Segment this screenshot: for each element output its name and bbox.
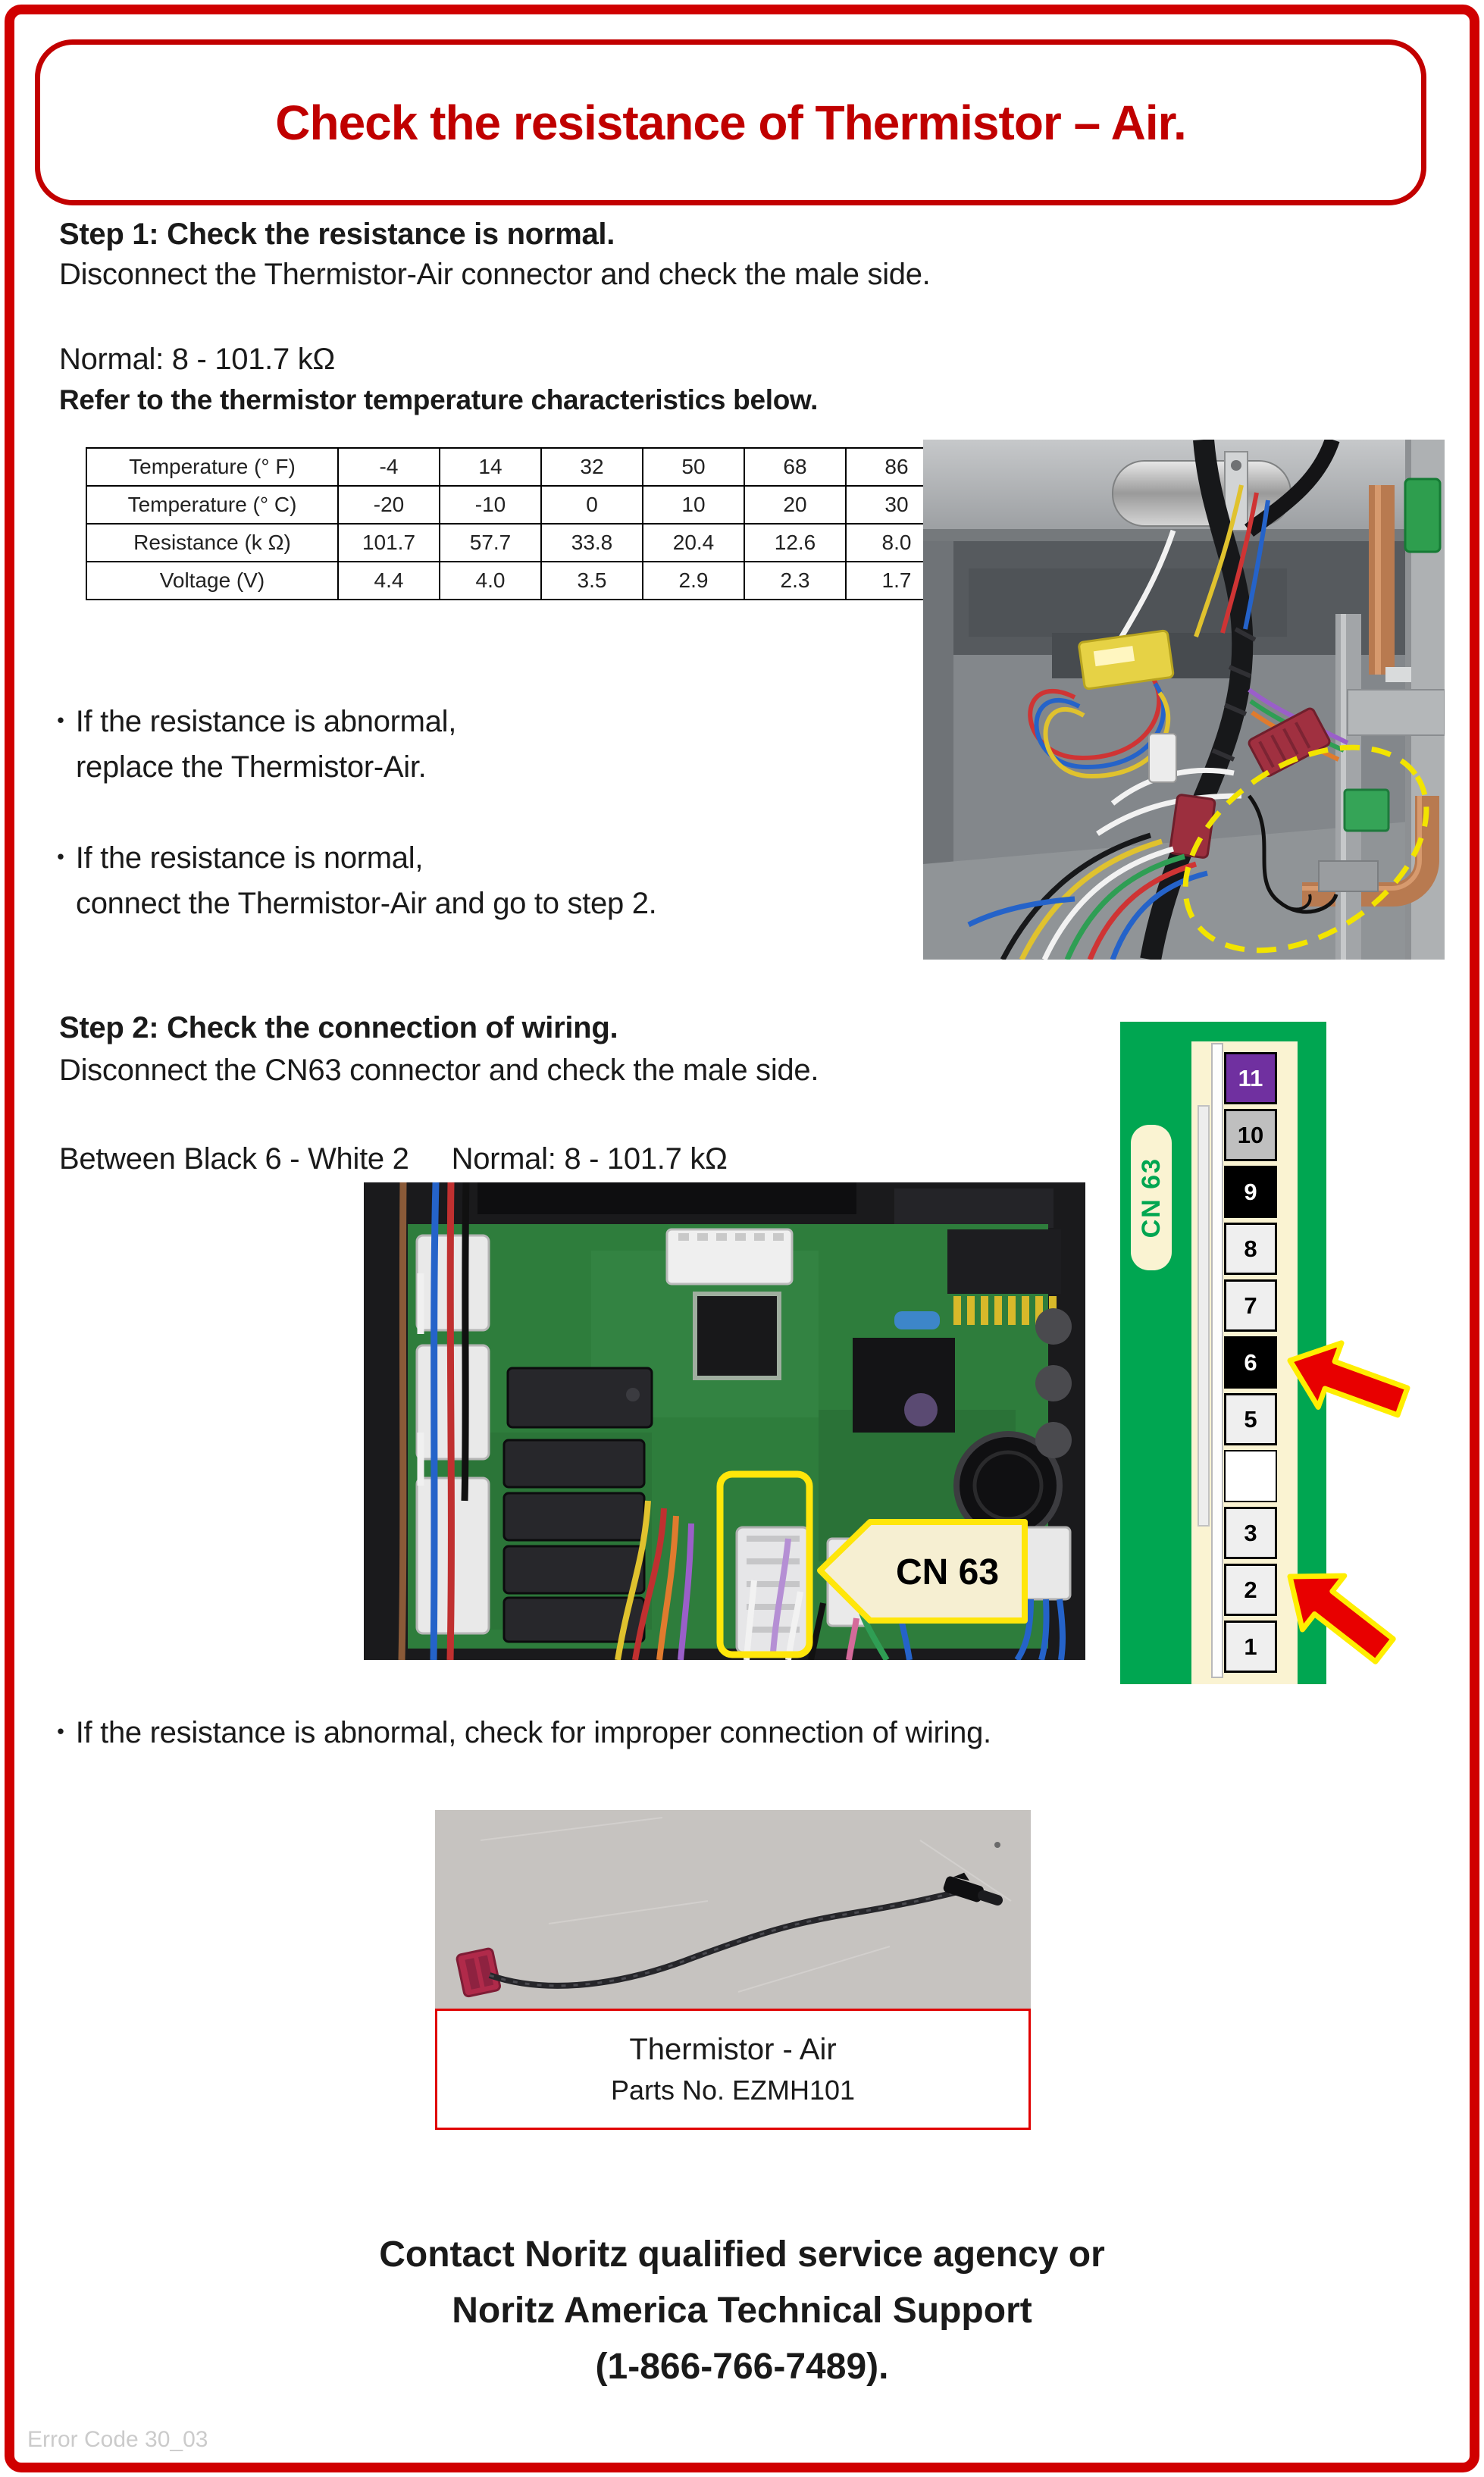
- heater-interior-photo: [923, 440, 1445, 960]
- cn63-callout-text: CN 63: [895, 1552, 1000, 1592]
- pin-1: 1: [1224, 1621, 1277, 1673]
- cell: 68: [744, 448, 846, 486]
- caption-part-name: Thermistor - Air: [629, 2032, 837, 2066]
- title-box: [35, 39, 1426, 205]
- cell: 50: [643, 448, 744, 486]
- cell: -10: [440, 486, 541, 524]
- table-row: [86, 486, 947, 524]
- pin-2: 2: [1224, 1564, 1277, 1616]
- cell: 8.0: [846, 524, 947, 562]
- row-label: Voltage (V): [86, 562, 338, 600]
- cell: 20.4: [643, 524, 744, 562]
- pin-7: 7: [1224, 1279, 1277, 1332]
- circuit-board-photo: [364, 1182, 1085, 1660]
- step2-body: Disconnect the CN63 connector and check the male side.: [59, 1054, 819, 1087]
- step2-normal-range: Normal: 8 - 101.7 kΩ: [451, 1142, 728, 1176]
- note-abnormal-line1: ・If the resistance is abnormal,: [45, 705, 457, 738]
- step1-normal-range: Normal: 8 - 101.7 kΩ: [59, 343, 336, 376]
- cell: 0: [541, 486, 643, 524]
- step1-refer-note: Refer to the thermistor temperature characteristics below.: [59, 384, 819, 415]
- note-abnormal-wiring: ・If the resistance is abnormal, check for improper connection of wiring.: [45, 1716, 991, 1749]
- row-label: Resistance (k Ω): [86, 524, 338, 562]
- cell: 30: [846, 486, 947, 524]
- row-label: Temperature (° F): [86, 448, 338, 486]
- thermistor-photo: [435, 1810, 1031, 2009]
- contact-block: [0, 2227, 1484, 2395]
- cn63-rail: [1211, 1043, 1223, 1678]
- step2-measure-line: [59, 1141, 728, 1177]
- page-title: Check the resistance of Thermistor – Air.: [275, 95, 1186, 150]
- cell: 20: [744, 486, 846, 524]
- cell: 1.7: [846, 562, 947, 600]
- contact-line1: Contact Noritz qualified service agency or: [379, 2234, 1105, 2275]
- cell: -4: [338, 448, 440, 486]
- cn63-label: CN 63: [1136, 1157, 1166, 1238]
- pin-5: 5: [1224, 1393, 1277, 1445]
- table-row: [86, 524, 947, 562]
- error-code-footer: Error Code 30_03: [27, 2427, 208, 2452]
- cell: 86: [846, 448, 947, 486]
- cell: 32: [541, 448, 643, 486]
- pin-10: 10: [1224, 1109, 1277, 1161]
- cell: 2.3: [744, 562, 846, 600]
- cell: 10: [643, 486, 744, 524]
- cn63-rail-inner: [1198, 1105, 1210, 1527]
- cell: 2.9: [643, 562, 744, 600]
- note-normal-line1: ・If the resistance is normal,: [45, 841, 424, 875]
- step2-heading: Step 2: Check the connection of wiring.: [59, 1011, 618, 1044]
- step1-body: Disconnect the Thermistor-Air connector and check the male side.: [59, 258, 931, 291]
- thermistor-red-connector: [456, 1948, 501, 1997]
- row-label: Temperature (° C): [86, 486, 338, 524]
- pin-11: 11: [1224, 1052, 1277, 1104]
- contact-phone: (1-866-766-7489).: [595, 2347, 889, 2387]
- table-row: [86, 562, 947, 600]
- cell: 14: [440, 448, 541, 486]
- pin-6: 6: [1224, 1336, 1277, 1389]
- between-pins: Between Black 6 - White 2: [59, 1142, 409, 1176]
- thermistor-caption-box: [435, 2009, 1031, 2130]
- pin-3: 3: [1224, 1507, 1277, 1559]
- step1-heading: Step 1: Check the resistance is normal.: [59, 218, 615, 251]
- cn63-label-plate: [1131, 1125, 1172, 1270]
- cell: 57.7: [440, 524, 541, 562]
- pin-9: 9: [1224, 1166, 1277, 1218]
- pin-8: 8: [1224, 1223, 1277, 1275]
- cell: -20: [338, 486, 440, 524]
- contact-line2: Noritz America Technical Support: [452, 2291, 1032, 2331]
- caption-part-number: Parts No. EZMH101: [610, 2074, 856, 2106]
- note-abnormal-line2: replace the Thermistor-Air.: [76, 750, 427, 784]
- cell: 3.5: [541, 562, 643, 600]
- note-normal-line2: connect the Thermistor-Air and go to step 2.: [76, 887, 657, 920]
- green-connector: [1345, 790, 1389, 831]
- cell: 4.4: [338, 562, 440, 600]
- pin-4-blank: [1224, 1450, 1277, 1502]
- cell: 12.6: [744, 524, 846, 562]
- table-row: [86, 448, 947, 486]
- cell: 101.7: [338, 524, 440, 562]
- thermistor-characteristics-table: [86, 447, 948, 600]
- cell: 4.0: [440, 562, 541, 600]
- cell: 33.8: [541, 524, 643, 562]
